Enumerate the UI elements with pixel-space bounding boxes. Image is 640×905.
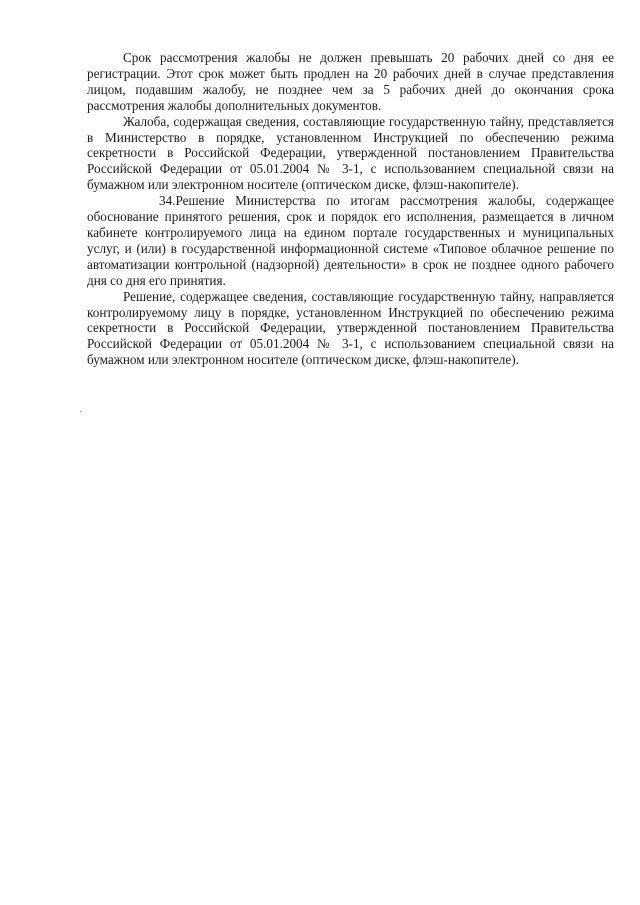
paragraph-secret-complaint <box>87 114 614 194</box>
paragraph-text: Решение Министерства по итогам рассмотрения жалобы, содержащее обоснование принятого решения, срок и порядок его исполнения, размещается в личном кабинете контролируемого лица на едином портале государственных и муниципальных услуг, и (или) в государственной информационной системе «Типовое облачное решение по автоматизации контрольной (надзорной) деятельности» в срок не позднее одного рабочего дня со дня его принятия. <box>87 193 614 288</box>
paragraph-34-decision <box>87 193 614 288</box>
paragraph-text: Жалоба, содержащая сведения, составляющие государственную тайну, представляется в Министерство в порядке, установленном Инструкцией по обеспечению режима секретности в Российской Федерации, утвержденной постановлением Правительства Российской Федерации от 05.01.2004 № 3-1, с использованием специальной связи на бумажном или электронном носителе (оптическом диске, флэш-накопителе). <box>87 113 614 193</box>
paragraph-number: 34. <box>159 193 176 209</box>
paragraph-text: Срок рассмотрения жалобы не должен превышать 20 рабочих дней со дня ее регистрации. Этот срок может быть продлен на 20 рабочих дней в случае представления лицом, подавшим жалобу, не позднее чем за 5 рабочих дней до окончания срока рассмотрения жалобы дополнительных документов. <box>87 50 614 113</box>
paragraph-review-period <box>87 50 614 114</box>
document-body <box>87 50 614 368</box>
paragraph-text: Решение, содержащее сведения, составляющие государственную тайну, направляется контролируемому лицу в порядке, установленном Инструкцией по обеспечению режима секретности в Российской Федерации, утвержденной постановлением Правительства Российской Федерации от 05.01.2004 № 3-1, с использованием специальной связи на бумажном или электронном носителе (оптическом диске, флэш-накопителе). <box>87 288 614 368</box>
paragraph-secret-decision <box>87 289 614 369</box>
scan-speck <box>80 411 81 412</box>
